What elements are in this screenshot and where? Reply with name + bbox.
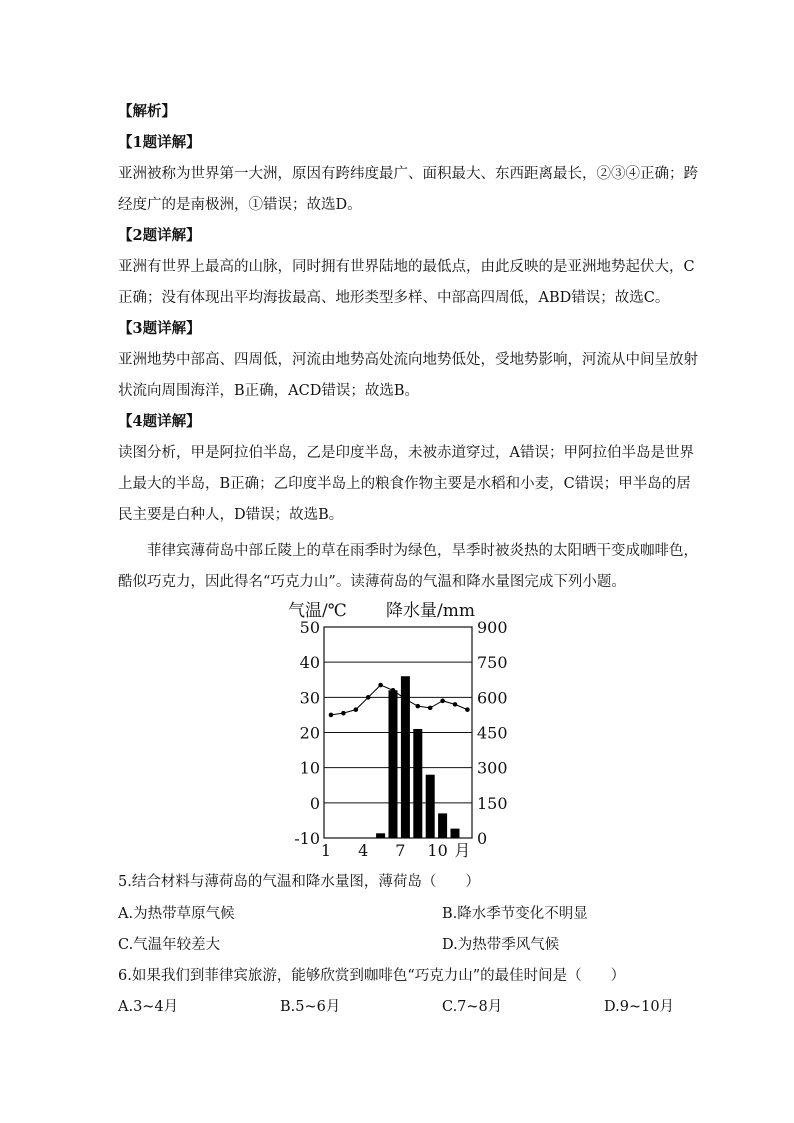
precipitation-bars: [376, 676, 459, 838]
temperature-point: [329, 713, 334, 718]
left-tick: 20: [299, 723, 320, 743]
temperature-point: [440, 699, 445, 704]
q3-detail-line-1: 亚洲地势中部高、四周低，河流由地势高处流向地势低处，受地势影响，河流从中间呈放射: [118, 352, 698, 368]
right-tick: 0: [477, 829, 488, 848]
q2-detail-heading: 【2题详解】: [118, 227, 201, 244]
temperature-point: [378, 683, 383, 688]
x-axis-ticks: [321, 841, 448, 860]
material-line-1: 菲律宾薄荷岛中部丘陵上的草在雨季时为绿色，旱季时被炎热的太阳晒干变成咖啡色，: [118, 543, 698, 559]
q6-option-b[interactable]: B.5~6月: [280, 999, 341, 1015]
precipitation-bar: [389, 690, 398, 838]
gridlines: [324, 662, 472, 803]
left-tick: 0: [309, 793, 320, 813]
q6-option-c[interactable]: C.7~8月: [442, 999, 503, 1015]
left-axis-ticks: [294, 618, 320, 848]
right-axis-ticks: [477, 618, 508, 848]
right-tick: 900: [477, 618, 508, 637]
climate-chart: [282, 596, 522, 864]
precipitation-bar: [438, 813, 447, 838]
q4-detail-heading: 【4题详解】: [118, 413, 201, 430]
q5-option-d[interactable]: D.为热带季风气候: [442, 937, 560, 953]
x-tick: 7: [395, 841, 406, 860]
left-tick: 10: [299, 758, 320, 778]
temperature-point: [453, 702, 458, 707]
right-axis-label: 降水量/mm: [386, 601, 475, 621]
left-tick: -10: [294, 829, 320, 848]
temperature-point: [416, 704, 421, 709]
x-tick: 10: [427, 841, 448, 860]
q4-detail-line-1: 读图分析，甲是阿拉伯半岛，乙是印度半岛，未被赤道穿过，A错误；甲阿拉伯半岛是世界: [118, 445, 694, 461]
q2-detail-line-2: 正确；没有体现出平均海拔最高、地形类型多样、中部高四周低，ABD错误；故选C。: [118, 290, 670, 306]
temperature-curve: [331, 685, 467, 715]
temperature-point: [366, 695, 371, 700]
q1-detail-line-2: 经度广的是南极洲，①错误；故选D。: [118, 197, 362, 213]
temperature-point: [391, 688, 396, 693]
q3-detail-heading: 【3题详解】: [118, 320, 201, 337]
right-tick: 750: [477, 653, 508, 673]
temperature-line: [329, 683, 470, 717]
material-line-2: 酷似巧克力，因此得名“巧克力山”。读薄荷岛的气温和降水量图完成下列小题。: [118, 574, 626, 590]
left-tick: 50: [299, 618, 320, 637]
q5-option-c[interactable]: C.气温年较差大: [118, 937, 221, 953]
right-tick: 450: [477, 723, 508, 743]
x-axis-unit: 月: [454, 841, 471, 860]
q6-stem: 6.如果我们到菲律宾旅游，能够欣赏到咖啡色“巧克力山”的最佳时间是（ ）: [118, 968, 626, 984]
temperature-point: [354, 707, 359, 712]
temperature-point: [341, 711, 346, 716]
left-tick: 30: [299, 688, 320, 708]
x-tick: 4: [358, 841, 369, 860]
q6-option-a[interactable]: A.3~4月: [118, 999, 179, 1015]
q2-detail-line-1: 亚洲有世界上最高的山脉，同时拥有世界陆地的最低点，由此反映的是亚洲地势起伏大，C: [118, 259, 695, 275]
right-tick: 600: [477, 688, 508, 708]
temperature-point: [428, 706, 433, 711]
temperature-point: [403, 697, 408, 702]
analysis-heading: 【解析】: [118, 103, 176, 120]
x-tick: 1: [320, 841, 332, 860]
left-tick: 40: [299, 653, 320, 673]
q4-detail-line-3: 民主要是白种人，D错误；故选B。: [118, 507, 344, 523]
precipitation-bar: [451, 829, 460, 838]
q5-option-a[interactable]: A.为热带草原气候: [118, 906, 235, 922]
left-axis-label: 气温/℃: [288, 601, 347, 621]
temperature-point: [465, 707, 470, 712]
q5-stem: 5.结合材料与薄荷岛的气温和降水量图，薄荷岛（ ）: [118, 874, 480, 890]
right-tick: 150: [477, 793, 508, 813]
precipitation-bar: [413, 729, 422, 838]
q1-detail-heading: 【1题详解】: [118, 134, 201, 151]
q3-detail-line-2: 状流向周围海洋，B正确，ACD错误；故选B。: [118, 383, 420, 399]
q6-option-d[interactable]: D.9~10月: [604, 999, 675, 1015]
right-tick: 300: [477, 758, 508, 778]
precipitation-bar: [376, 833, 385, 838]
precipitation-bar: [426, 775, 435, 838]
q1-detail-line-1: 亚洲被称为世界第一大洲，原因有跨纬度最广、面积最大、东西距离最长，②③④正确；跨: [118, 166, 698, 182]
q5-option-b[interactable]: B.降水季节变化不明显: [442, 906, 588, 922]
q4-detail-line-2: 上最大的半岛，B正确；乙印度半岛上的粮食作物主要是水稻和小麦，C错误；甲半岛的居: [118, 476, 691, 492]
